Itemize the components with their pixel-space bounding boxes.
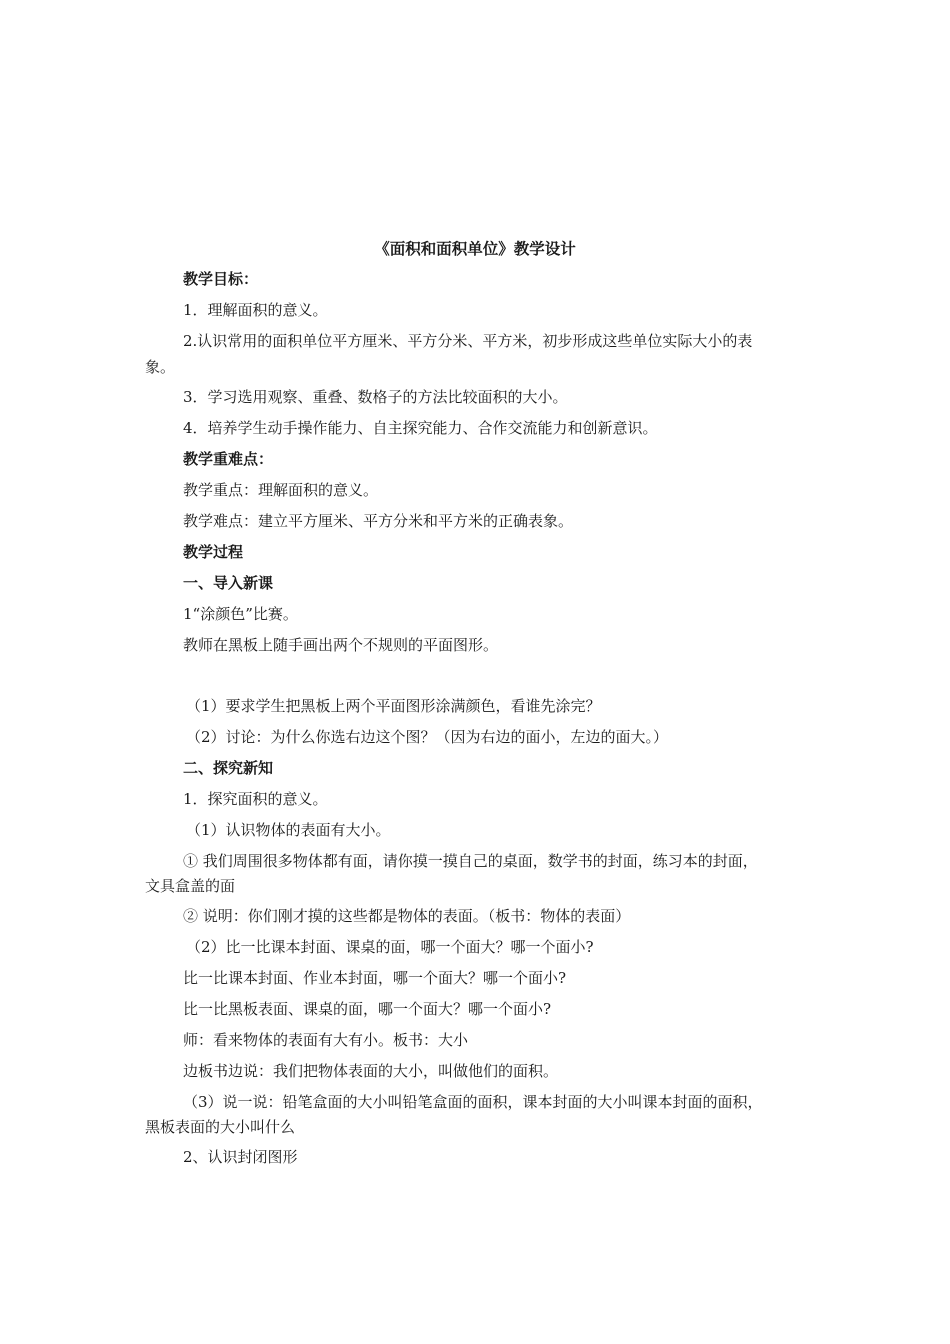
objective-4: 4．培养学生动手操作能力、自主探究能力、合作交流能力和创新意识。 [183,419,658,437]
section-2-line-10a: （3）说一说：铅笔盒面的大小叫铅笔盒面的面积，课本封面的大小叫课本封面的面积， [183,1093,763,1111]
section-2-line-3b: 文具盒盖的面 [145,877,236,895]
section-1-line-1: 1“涂颜色”比赛。 [183,605,298,623]
section-2-line-9: 边板书边说：我们把物体表面的大小，叫做他们的面积。 [183,1062,559,1080]
section-1-heading: 一、导入新课 [183,574,274,592]
section-2-line-5: （2）比一比课本封面、课桌的面，哪一个面大？哪一个面小? [186,938,594,956]
key-point: 教学重点：理解面积的意义。 [183,481,379,499]
section-2-line-2: （1）认识物体的表面有大小。 [186,821,391,839]
section-2-line-10b: 黑板表面的大小叫什么 [145,1118,296,1136]
difficult-point: 教学难点：建立平方厘米、平方分米和平方米的正确表象。 [183,512,574,530]
objectives-heading: 教学目标： [183,270,259,288]
section-1-line-4: （2）讨论：为什么你选右边这个图？（因为右边的面小，左边的面大。） [186,728,669,746]
key-points-heading: 教学重难点： [183,450,274,468]
section-2-line-7: 比一比黑板表面、课桌的面，哪一个面大？哪一个面小? [183,1000,552,1018]
section-2-line-1: 1．探究面积的意义。 [183,790,328,808]
section-2-line-6: 比一比课本封面、作业本封面，哪一个面大？哪一个面小? [183,969,567,987]
objective-3: 3．学习选用观察、重叠、数格子的方法比较面积的大小。 [183,388,568,406]
section-2-line-3a: ① 我们周围很多物体都有面，请你摸一摸自己的桌面，数学书的封面，练习本的封面， [183,852,758,870]
objective-2-line-2: 象。 [145,358,176,376]
section-2-line-11: 2、认识封闭图形 [183,1148,298,1166]
section-2-line-8: 师：看来物体的表面有大有小。板书：大小 [183,1031,469,1049]
document-title: 《面积和面积单位》教学设计 [374,240,576,258]
objective-2-line-1: 2.认识常用的面积单位平方厘米、平方分米、平方米，初步形成这些单位实际大小的表 [183,332,753,350]
section-2-line-4: ② 说明：你们刚才摸的这些都是物体的表面。（板书：物体的表面） [183,907,631,925]
objective-1: 1．理解面积的意义。 [183,301,328,319]
section-1-line-3: （1）要求学生把黑板上两个平面图形涂满颜色，看谁先涂完？ [186,697,601,715]
section-2-heading: 二、探究新知 [183,759,274,777]
process-heading: 教学过程 [183,543,244,561]
section-1-line-2: 教师在黑板上随手画出两个不规则的平面图形。 [183,636,499,654]
